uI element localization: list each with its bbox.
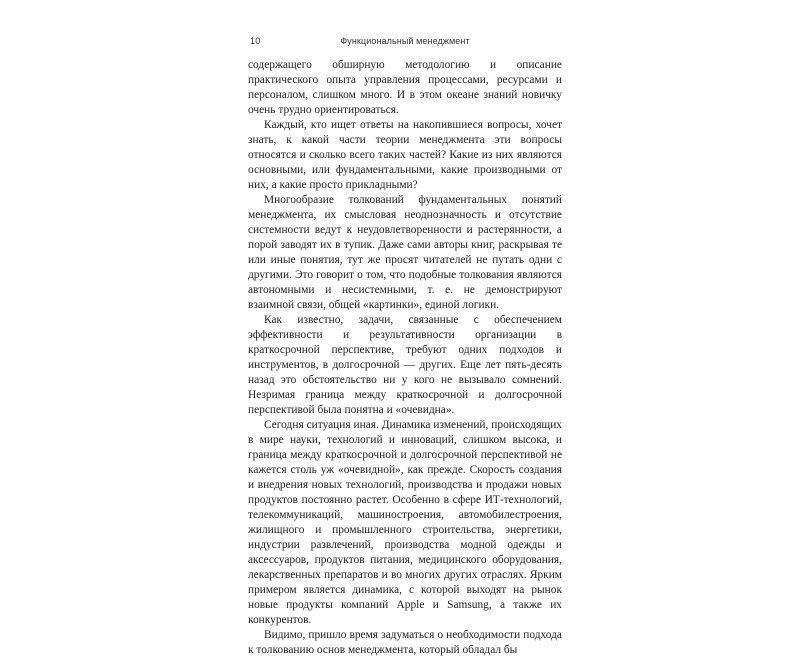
page-number: 10 bbox=[250, 36, 261, 46]
paragraph-3: Многообразие толкований фундаментальных понятий менеджмента, их смысловая неоднозначность и отсутствие системности ведут к неудовлетворенности и растерянности, а порой заводят их в тупик. Даже сами авторы книг, раскрывая те или иные понятия, тут же просят читателей не путать одни с другими. Это говорит о том, что подобные толкования являются автономными и несистемными, т. е. не демонстрируют взаимной связи, общей «картинки», единой логики. bbox=[248, 194, 562, 311]
body-text bbox=[248, 58, 562, 658]
paragraph-4: Как известно, задачи, связанные с обеспечением эффективности и результативности организации в краткосрочной перспективе, требуют одних подходов и инструментов, в долгосрочной — других. Еще лет пять-десять назад это обстоятельство ни у кого не вызывало сомнений. Незримая граница между краткосрочной и долгосрочной перспективой была понятна и «очевидна». bbox=[248, 314, 562, 416]
paragraph-5: Сегодня ситуация иная. Динамика изменений, происходящих в мире науки, технологий и инноваций, слишком высока, и граница между краткосрочной и долгосрочной перспективой не кажется столь уж «очевидной», как прежде. Скорость создания и внедрения новых технологий, производства и продажи новых продуктов постоянно растет. Особенно в сфере ИТ-технологий, телекоммуникаций, машиностроения, автомобилестроения, жилищного и промышленного строительства, энергетики, индустрии развлечений, производства модной одежды и аксессуаров, продуктов питания, медицинского оборудования, лекарственных препаратов и во многих других отраслях. Ярким примером является динамика, с которой выходят на рынок новые продукты компаний Apple и Samsung, а также их конкурентов. bbox=[248, 419, 562, 626]
paragraph-2: Каждый, кто ищет ответы на накопившиеся вопросы, хочет знать, к какой части теории менеджмента эти вопросы относятся и сколько всего таких частей? Какие из них являются основными, или фундаментальными, какие производными от них, а какие просто прикладными? bbox=[248, 119, 562, 191]
running-head bbox=[248, 36, 562, 50]
book-page bbox=[248, 0, 562, 656]
paragraph-6: Видимо, пришло время задуматься о необходимости подхода к толкованию основ менеджмента, который обладал бы bbox=[248, 629, 562, 656]
paragraph-1: содержащего обширную методологию и описание практического опыта управления процессами, ресурсами и персоналом, слишком много. И в этом океане знаний новичку очень трудно ориентироваться. bbox=[248, 59, 562, 116]
running-title: Функциональный менеджмент bbox=[340, 36, 470, 46]
